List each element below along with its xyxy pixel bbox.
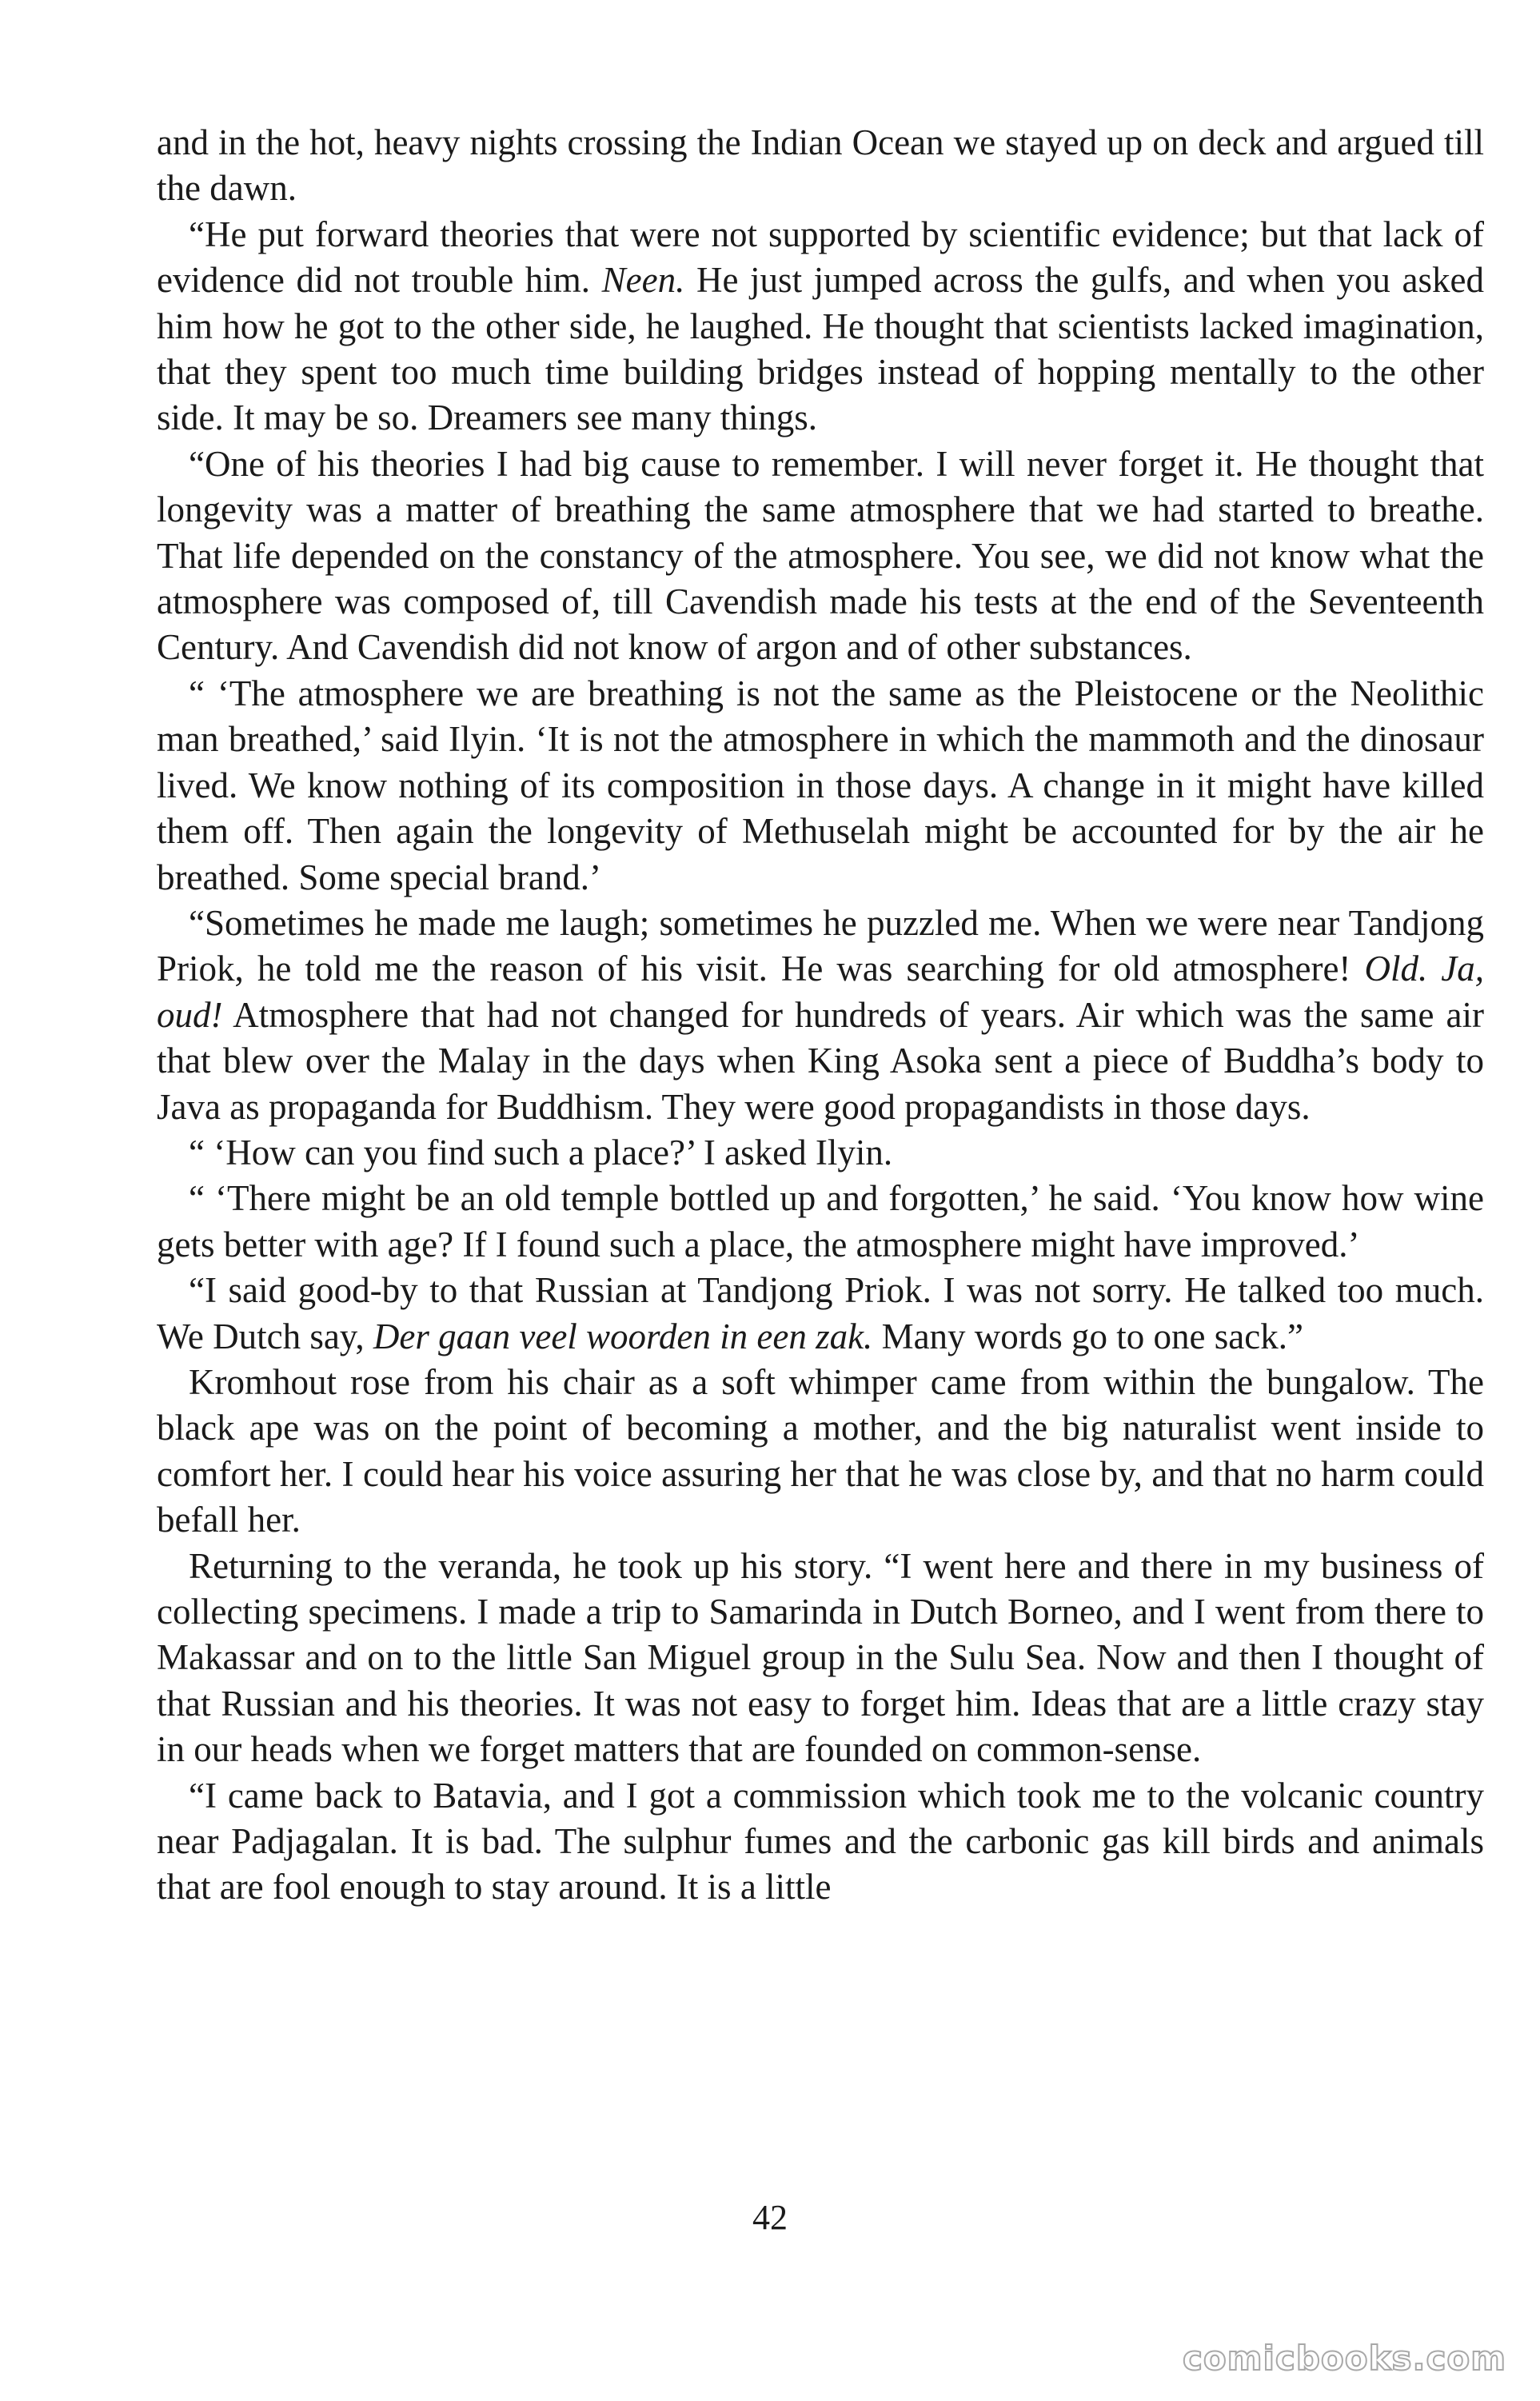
text-run: He just jumped across the gulfs, and when you asked him how he got to the other side, he laughed. He thought that scientists lacked imagination, that they spent too much time building bridges instead of hopping mentally to the other side. It may be so. Dreamers see many things.: [157, 260, 1484, 438]
text-run: “Sometimes he made me laugh; sometimes he puzzled me. When we were near Tandjong Priok, he told me the reason of his visit. He was searching for old atmosphere!: [157, 902, 1484, 989]
paragraph: [157, 120, 1484, 212]
text-run: “He put forward theories that were not supported by scientific evidence; but that lack of evidence did not trouble him.: [157, 214, 1484, 301]
text-run: “ ‘There might be an old temple bottled up and forgotten,’ he said. ‘You know how wine gets better with age? If I found such a place, the atmosphere might have improved.’: [157, 1178, 1484, 1264]
text-run: “ ‘How can you find such a place?’ I asked Ilyin.: [189, 1132, 893, 1173]
paragraph: [157, 1130, 1484, 1176]
text-run: Returning to the veranda, he took up his story. “I went here and there in my business of collecting specimens. I made a trip to Samarinda in Dutch Borneo, and I went from there to Makassar and on to the little San Miguel group in the Sulu Sea. Now and then I thought of that Russian and his theories. It was not easy to forget him. Ideas that are a little crazy stay in our heads when we forget matters that are founded on common-sense.: [157, 1545, 1484, 1770]
text-run: Atmosphere that had not changed for hundreds of years. Air which was the same air that blew over the Malay in the days when King Asoka sent a piece of Buddha’s body to Java as propaganda for Buddhism. They were good propagandists in those days.: [157, 994, 1484, 1127]
page-number: 42: [752, 2198, 788, 2237]
paragraph: [157, 441, 1484, 671]
text-run: “I said good-by to that Russian at Tandjong Priok. I was not sorry. He talked too much. We Dutch say,: [157, 1270, 1484, 1356]
body-text: [157, 120, 1484, 1911]
paragraph: [157, 1544, 1484, 1773]
text-run: Kromhout rose from his chair as a soft whimper came from within the bungalow. The black ape was on the point of becoming a mother, and the big naturalist went inside to comfort her. I could hear his voice assuring her that he was close by, and that no harm could befall her.: [157, 1361, 1484, 1540]
paragraph: [157, 1268, 1484, 1360]
text-run: and in the hot, heavy nights crossing the Indian Ocean we stayed up on deck and argued till the dawn.: [157, 122, 1484, 209]
paragraph: [157, 1176, 1484, 1268]
paragraph: [157, 1360, 1484, 1544]
text-run: “I came back to Batavia, and I got a commission which took me to the volcanic country near Padjagalan. It is bad. The sulphur fumes and the carbonic gas kill birds and animals that are fool enough to stay around. It is a little: [157, 1775, 1484, 1908]
italic-text: Neen.: [601, 260, 685, 301]
text-run: “One of his theories I had big cause to remember. I will never forget it. He thought that longevity was a matter of breathing the same atmosphere that we had started to breathe. That life depended on the constancy of the atmosphere. You see, we did not know what the atmosphere was composed of, till Cavendish made his tests at the end of the Seventeenth Century. And Cavendish did not know of argon and of other substances.: [157, 443, 1484, 668]
italic-text: Old. Ja, oud!: [157, 949, 1484, 1035]
paragraph: [157, 1773, 1484, 1911]
text-run: Many words go to one sack.”: [872, 1316, 1303, 1356]
paragraph: [157, 212, 1484, 441]
italic-text: Der gaan veel woorden in een zak.: [373, 1316, 873, 1356]
text-run: “ ‘The atmosphere we are breathing is not the same as the Pleistocene or the Neolithic man breathed,’ said Ilyin. ‘It is not the atmosphere in which the mammoth and the dinosaur lived. We know nothing of its composition in those days. A change in it might have killed them off. Then again the longevity of Methuselah might be accounted for by the air he breathed. Some special brand.’: [157, 673, 1484, 897]
paragraph: [157, 901, 1484, 1130]
paragraph: [157, 671, 1484, 901]
watermark: comicbooks.com: [1183, 2339, 1506, 2378]
